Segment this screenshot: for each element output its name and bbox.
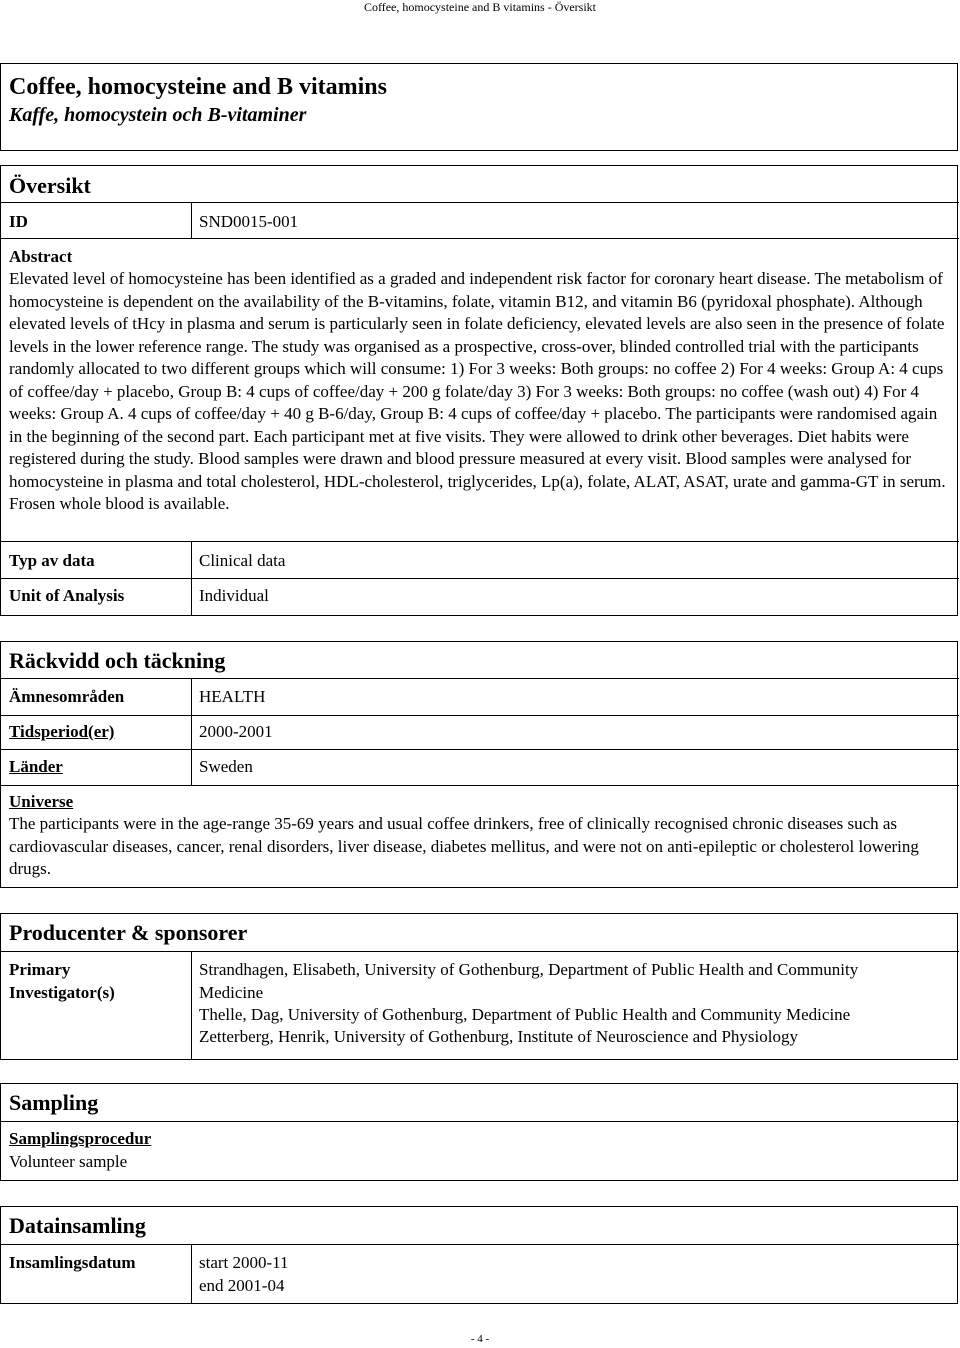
collection-start: start 2000-11 <box>199 1253 289 1272</box>
page-number: - 4 - <box>470 1333 490 1345</box>
pi-entry: Medicine <box>199 983 264 1002</box>
insamlingsdatum-label: Insamlingsdatum <box>9 1253 136 1272</box>
amne-label: Ämnesområden <box>9 687 125 706</box>
abstract-text: Elevated level of homocysteine has been identified as a graded and independent risk factor for coronary heart disease. The metabolism of homocysteine is dependent on the availability of the B-vitamins, folate, vitamin B12, and vitamin B6 (pyridoxal phosphate). Although elevated levels of tHcy in plasma and serum is particularly seen in folate deficiency, elevated levels are also seen in the presence of folate levels in the lower reference range. The study was organised as a prospective, cross-over, blinded controlled trial with the participants randomly allocated to two different groups which will consume: 1) For 3 weeks: Both groups: no coffee 2) For 4 weeks: Group A: 4 cups of coffee/day + placebo, Group B: 4 cups of coffee/day + 200 g folate/day 3) For 3 weeks: Both groups: no coffee (wash out) 4) For 4 weeks: Group A. 4 cups of coffee/day + 40 g B-6/day, Group B: 4 cups of coffee/day + placebo. The participants were randomised again in the beginning of the second part. Each participant met at five visits. They were allowed to drink other beverages. Diet habits were registered during the study. Blood samples were drawn and blood pressure measured at every visit. Blood samples were analysed for homocysteine in plasma and total cholesterol, HDL-cholesterol, triglycerides, Lp(a), folate, ALAT, ASAT, urate and gamma-GT in serum. Frosen whole blood is available. <box>9 269 946 513</box>
abstract-label: Abstract <box>9 247 73 266</box>
amne-value: HEALTH <box>199 687 266 706</box>
pi-label-line-2: Investigator(s) <box>9 983 115 1002</box>
producenter-heading: Producenter & sponsorer <box>9 920 248 945</box>
unit-value: Individual <box>199 586 269 605</box>
sampling-section <box>0 1083 958 1181</box>
universe-text: The participants were in the age-range 35-69 years and usual coffee drinkers, free of clinically recognised chronic diseases such as cardiovascular diseases, cancer, renal disorders, liver disease, diabetes mellitus, and were not on anti-epileptic or cholesterol lowering drugs. <box>9 814 919 878</box>
divider <box>1 749 959 750</box>
divider <box>191 542 192 616</box>
document-title: Coffee, homocysteine and B vitamins <box>9 74 387 100</box>
divider <box>1 715 959 716</box>
rackvidd-section <box>0 641 958 888</box>
datainsamling-heading: Datainsamling <box>9 1213 146 1238</box>
pi-label-line-1: Primary <box>9 960 71 979</box>
divider <box>191 679 192 785</box>
divider <box>1 1244 959 1245</box>
divider <box>1 578 959 579</box>
divider <box>1 202 959 203</box>
oversikt-section <box>0 165 958 616</box>
divider <box>191 952 192 1060</box>
lander-value: Sweden <box>199 757 253 776</box>
divider <box>1 785 959 786</box>
rackvidd-heading: Räckvidd och täckning <box>9 648 226 673</box>
divider <box>191 1245 192 1304</box>
typ-label: Typ av data <box>9 551 95 570</box>
divider <box>1 541 959 542</box>
id-value: SND0015-001 <box>199 212 299 231</box>
divider <box>191 203 192 239</box>
running-header: Coffee, homocysteine and B vitamins - Översikt <box>363 0 597 14</box>
producenter-section <box>0 913 958 1060</box>
title-box <box>0 63 958 151</box>
samplingsprocedur-value: Volunteer sample <box>9 1152 128 1171</box>
samplingsprocedur-label: Samplingsprocedur <box>9 1129 152 1148</box>
typ-value: Clinical data <box>199 551 286 570</box>
pi-entry: Thelle, Dag, University of Gothenburg, Department of Public Health and Community Medicine <box>199 1005 851 1024</box>
pi-entry: Strandhagen, Elisabeth, University of Gothenburg, Department of Public Health and Community <box>199 960 859 979</box>
oversikt-heading: Översikt <box>9 173 91 198</box>
universe-label: Universe <box>9 792 74 811</box>
id-label: ID <box>9 212 28 231</box>
tid-value: 2000-2001 <box>199 722 273 741</box>
divider <box>1 1121 959 1122</box>
divider <box>1 678 959 679</box>
lander-label: Länder <box>9 757 63 776</box>
datainsamling-section <box>0 1206 958 1304</box>
divider <box>1 951 959 952</box>
sampling-heading: Sampling <box>9 1090 99 1115</box>
pi-entry: Zetterberg, Henrik, University of Gothenburg, Institute of Neuroscience and Physiology <box>199 1027 798 1046</box>
unit-label: Unit of Analysis <box>9 586 125 605</box>
document-subtitle: Kaffe, homocystein och B-vitaminer <box>9 104 307 126</box>
collection-end: end 2001-04 <box>199 1276 285 1295</box>
divider <box>1 238 959 239</box>
tid-label: Tidsperiod(er) <box>9 722 115 741</box>
